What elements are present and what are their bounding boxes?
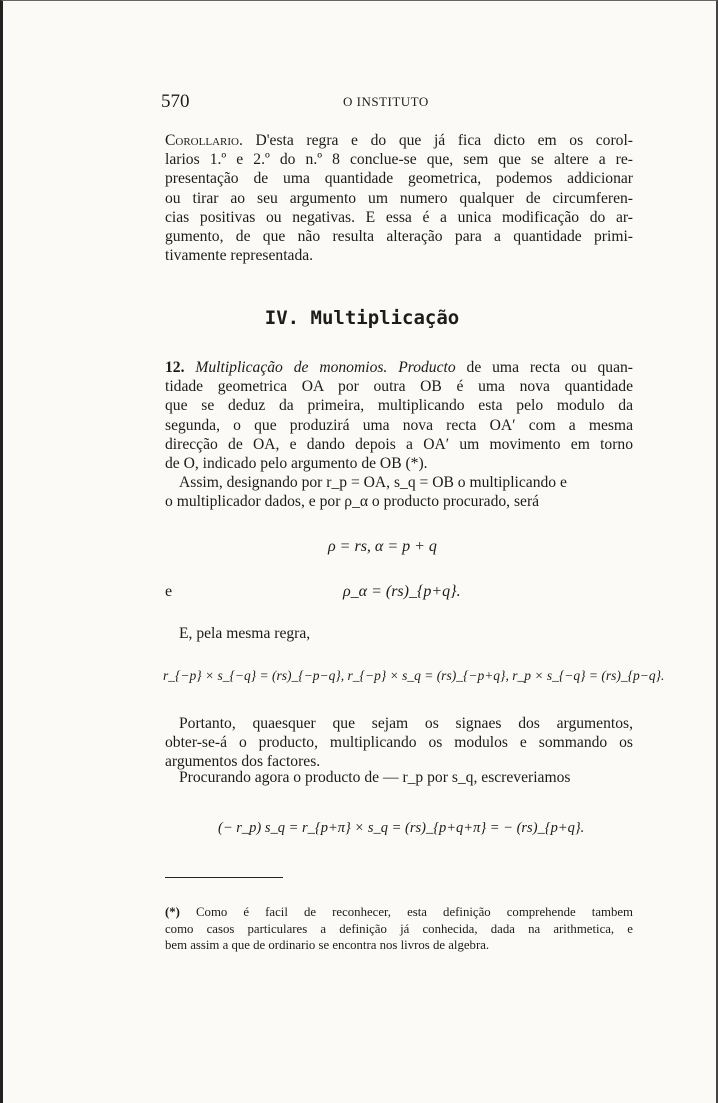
footnote-text: Como é facil de reconhecer, esta definição comprehende tambem xyxy=(196,905,633,919)
footnote xyxy=(165,904,633,954)
footnote-line-2: como casos particulares a definição já conhecida, dada na arithmetica, e xyxy=(165,921,633,936)
portanto-line-2: obter-se-á o producto, multiplicando os modulos e sommando os xyxy=(165,734,633,752)
portanto-line-3: argumentos dos factores. xyxy=(165,753,321,771)
corollary-line-6: gumento, de que não resulta alteração para a quantidade primi- xyxy=(165,228,633,246)
item-12-line-4: segunda, o que produzirá uma nova recta OA′ com a mesma xyxy=(165,416,633,434)
equation-4: (− r_p) s_q = r_{p+π} × s_q = (rs)_{p+q+π} = − (rs)_{p+q}. xyxy=(218,820,585,836)
assim-paragraph-2 xyxy=(165,492,633,511)
page-number: 570 xyxy=(161,91,190,112)
mesma-regra-text: E, pela mesma regra, xyxy=(179,625,311,642)
equation-1: ρ = rs, α = p + q xyxy=(328,538,437,555)
item-12-line-3: que se deduz da primeira, multiplicando esta pelo modulo da xyxy=(165,397,633,415)
corollary-text: D'esta regra e do que já fica dicto em os corol- xyxy=(255,132,633,149)
assim-line-2: o multiplicador dados, e por ρ_α o producto procurado, será xyxy=(165,493,540,510)
equation-2-label: e xyxy=(165,583,173,600)
mesma-regra-intro xyxy=(179,624,647,643)
corollary-line-4: ou tirar ao seu argumento um numero qualquer de circumferen- xyxy=(165,189,633,207)
footnote-line-1 xyxy=(165,904,633,921)
item-12-paragraph xyxy=(165,358,633,473)
procurando-paragraph xyxy=(179,768,647,787)
portanto-line-1: Portanto, quaesquer que sejam os signaes dos argumentos, xyxy=(179,715,633,732)
footnote-marker: (*) xyxy=(165,905,180,919)
item-12-text: de uma recta ou quan- xyxy=(466,359,633,376)
corollary-line-2: larios 1.º e 2.º do n.º 8 conclue-se que, sem que se altere a re- xyxy=(165,151,633,169)
item-12-heading: Multiplicação de monomios. Producto xyxy=(195,359,456,376)
item-12-line-2: tidade geometrica OA por outra OB é uma nova quantidade xyxy=(165,378,633,396)
item-12-line-6: de O, indicado pelo argumento de OB (*). xyxy=(165,455,428,473)
corollary-line-3: presentação de uma quantidade geometrica, podemos addicionar xyxy=(165,170,633,188)
footnote-rule xyxy=(165,877,283,878)
item-12-line-5: direcção de OA, e dando depois a OA′ um movimento em torno xyxy=(165,435,633,453)
equation-3: r_{−p} × s_{−q} = (rs)_{−p−q}, r_{−p} × s_q = (rs)_{−p+q}, r_p × s_{−q} = (rs)_{p−q}. xyxy=(163,668,665,683)
corollary-line-1 xyxy=(165,131,633,150)
corollary-label: Corollario. xyxy=(165,132,243,149)
corollary-line-7: tivamente representada. xyxy=(165,247,314,265)
footnote-line-3: bem assim a que de ordinario se encontra nos livros de algebra. xyxy=(165,938,490,953)
item-12-line-1 xyxy=(165,358,633,377)
portanto-paragraph xyxy=(165,714,633,772)
equation-2: ρ_α = (rs)_{p+q}. xyxy=(343,583,461,600)
corollary-line-5: cias positivas ou negativas. E essa é a unica modificação do ar- xyxy=(165,208,633,226)
assim-line-1: Assim, designando por r_p = OA, s_q = OB o multiplicando e xyxy=(179,474,567,491)
assim-paragraph xyxy=(165,473,633,492)
section-title: IV. Multiplicação xyxy=(264,307,460,329)
procurando-text: Procurando agora o producto de — r_p por s_q, escreveriamos xyxy=(179,769,571,786)
corollary-paragraph xyxy=(165,131,633,265)
item-12-number: 12. xyxy=(165,359,185,376)
running-head: O INSTITUTO xyxy=(343,94,429,109)
